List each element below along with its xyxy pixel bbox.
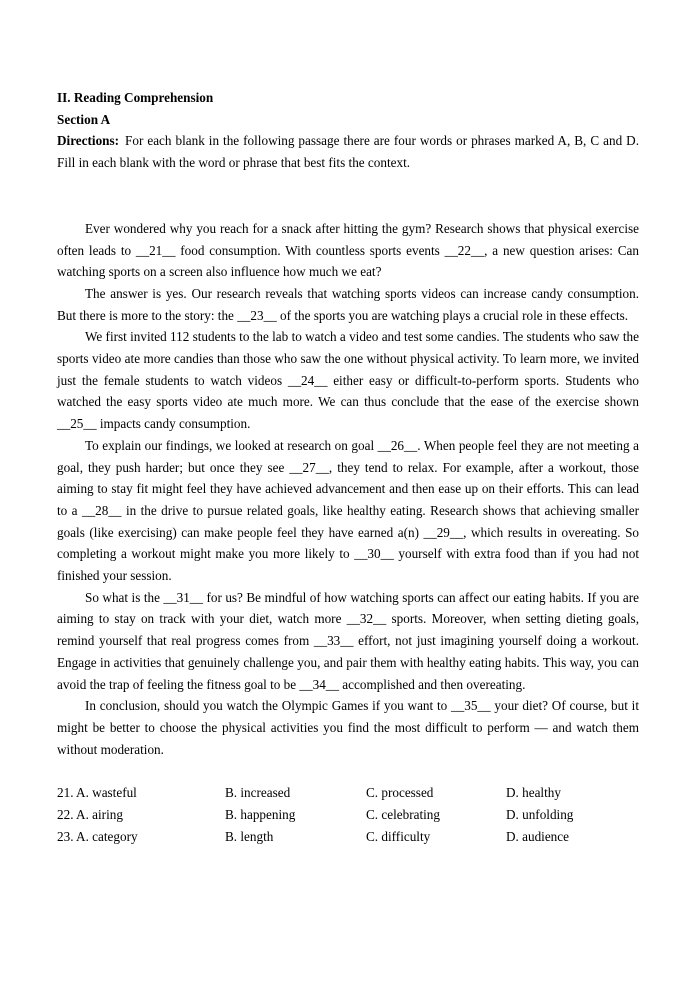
option-d: D. unfolding	[506, 807, 574, 823]
paragraph: Ever wondered why you reach for a snack after hitting the gym? Research shows that physical exercise often leads to __21__ food consumption. With countless sports events __22__, a new question arises: Can watching sports on a screen also influence how much we eat?	[57, 220, 639, 280]
option-b: B. increased	[225, 785, 291, 801]
answer-options	[57, 782, 639, 847]
passage	[57, 218, 639, 761]
section-subtitle: Section A	[57, 111, 111, 127]
option-b: B. happening	[225, 807, 296, 823]
option-a: 23. A. category	[57, 828, 138, 844]
option-d: D. healthy	[506, 785, 561, 801]
paragraph: We first invited 112 students to the lab to watch a video and test some candies. The students who saw the sports video ate more candies than those who saw the one without physical activity. To learn more, we invited just the female students to watch videos __24__ either easy or difficult-to-perform sports. Students who watched the easy sports video ate much more. We can thus conclude that the ease of the exercise shown __25__ impacts candy consumption.	[57, 329, 639, 432]
paragraph: So what is the __31__ for us? Be mindful of how watching sports can affect our eating habits. If you are aiming to stay on track with your diet, watch more __32__ sports. Moreover, when setting dieting goals, remind yourself that real progress comes from __33__ effort, not just imagining yourself doing a workout. Engage in activities that genuinely challenge you, and pair them with healthy eating habits. This way, you can avoid the trap of feeling the fitness goal to be __34__ accomplished and then overeating.	[57, 589, 639, 692]
directions	[57, 130, 639, 173]
option-b: B. length	[225, 828, 274, 844]
option-row	[57, 782, 639, 804]
option-d: D. audience	[506, 828, 569, 844]
paragraph: The answer is yes. Our research reveals that watching sports videos can increase candy consumption. But there is more to the story: the __23__ of the sports you are watching plays a crucial role in these effects.	[57, 285, 639, 323]
directions-label: Directions:	[57, 133, 120, 149]
directions-text: For each blank in the following passage there are four words or phrases marked A, B, C and D. Fill in each blank with the word or phrase that best fits the context.	[57, 133, 639, 171]
option-c: C. celebrating	[366, 807, 440, 823]
option-c: C. difficulty	[366, 828, 431, 844]
option-row	[57, 826, 639, 848]
paragraph: In conclusion, should you watch the Olympic Games if you want to __35__ your diet? Of course, but it might be better to choose the physical activities you find the most difficult to perform — and watch them without moderation.	[57, 698, 639, 757]
option-a: 22. A. airing	[57, 807, 123, 823]
option-c: C. processed	[366, 785, 434, 801]
option-a: 21. A. wasteful	[57, 785, 137, 801]
option-row	[57, 804, 639, 826]
section-title: II. Reading Comprehension	[57, 90, 214, 105]
paragraph: To explain our findings, we looked at research on goal __26__. When people feel they are not meeting a goal, they push harder; but once they see __27__, they tend to relax. For example, after a workout, those aiming to stay fit might feel they have achieved advancement and then ease up on their efforts. This can lead to a __28__ in the drive to pursue related goals, like healthy eating. Research shows that achieving smaller goals (like exercising) can make people feel they have earned a(n) __29__, which results in overeating. So completing a workout might make you more likely to __30__ yourself with extra food than if you had not finished your session.	[57, 437, 639, 584]
